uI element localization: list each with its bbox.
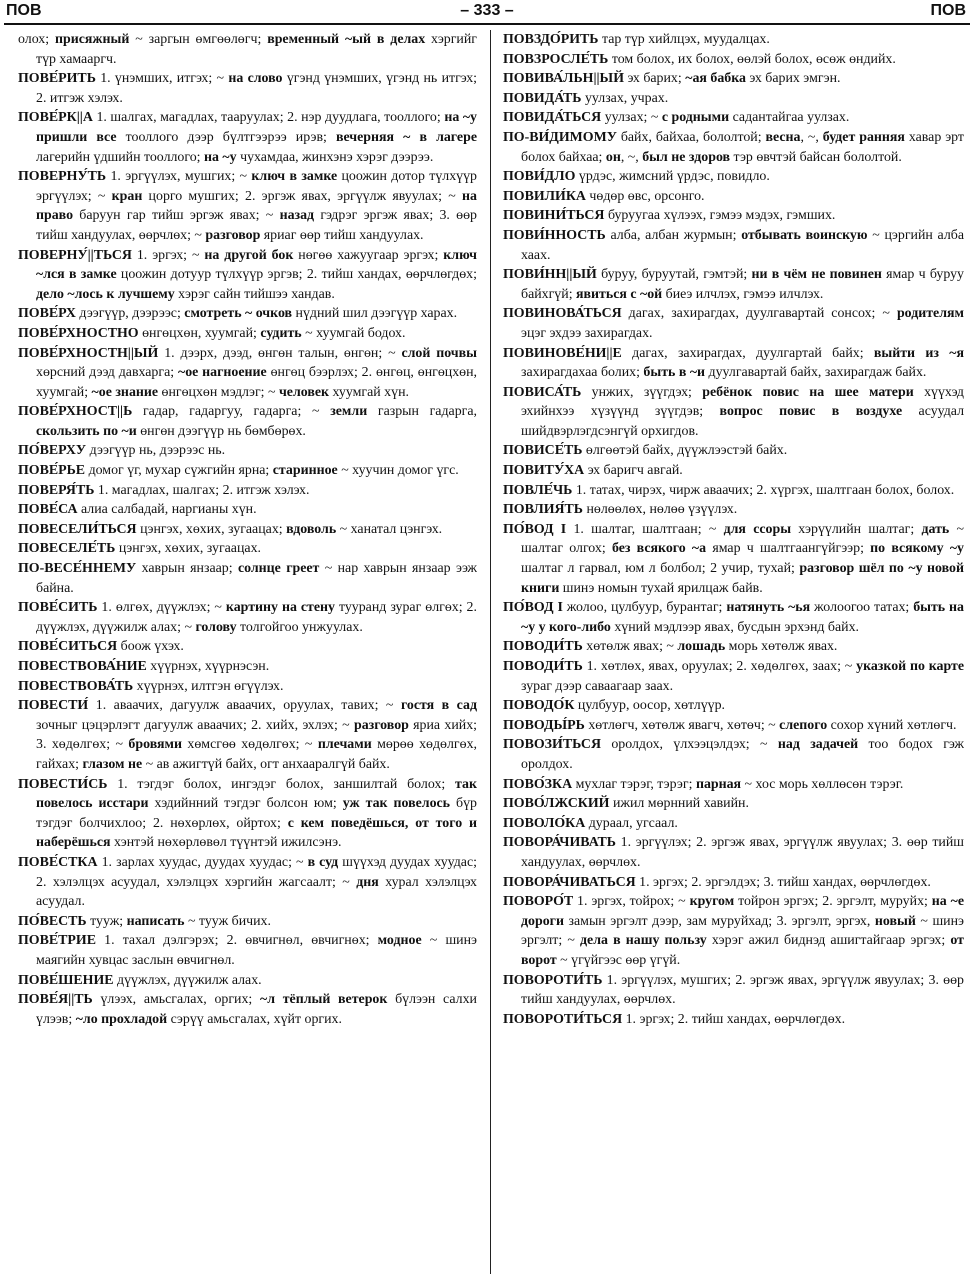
- entry-definition: алиа салбадай, наргианы хүн.: [81, 502, 257, 518]
- entry-definition: дүүжлэх, дүүжилж алах.: [117, 972, 262, 988]
- dictionary-entry: [503, 344, 964, 383]
- entry-definition: хүүрнэх, хүүрнэсэн.: [150, 659, 270, 674]
- dictionary-entry: [18, 696, 477, 774]
- entry-headword: ПОВЕ́СТКА: [18, 854, 98, 870]
- dictionary-entry: [18, 402, 477, 441]
- entry-definition: олох; присяжный ~ заргын өмгөөлөгч; временный ~ый в делах хэргийг түр хамааргч.: [18, 32, 477, 67]
- left-column: [18, 30, 477, 1274]
- dictionary-entry: [503, 873, 964, 893]
- entry-definition: 1. эргэх, тойрох; ~ кругом тойрон эргэх; 2. эргэлт, муруйх; на ~е дороги замын эргэлт дээр, зам муруйхад; 3. эргэлт, эргэх, новый ~ шинэ эргэлт; ~ дела в нашу пользу хэрэг ажил биднэд ашигтайгаар эргэх; от ворот ~ үгүйгээс өөр үгүй.: [521, 894, 964, 968]
- entry-definition: 1. шалтаг, шалтгаан; ~ для ссоры хэрүүлийн шалтаг; дать ~ шалтаг олгох; без всякого ~а ямар ч шалтгаангүйгээр; по всякому ~у шалтаг л гарвал, юм л болбол; 2 учир, тухай; разговор шёл по ~у новой книги шинэ номын тухай ярилцаж байв.: [521, 521, 964, 596]
- running-head-right: ПОВ: [930, 2, 966, 19]
- dictionary-entry: [503, 108, 964, 128]
- dictionary-entry: [18, 598, 477, 637]
- page-number: – 333 –: [460, 2, 514, 19]
- dictionary-entry: [18, 559, 477, 598]
- entry-definition: хаврын янзаар; солнце греет ~ нар хаврын янзаар ээж байна.: [36, 561, 477, 596]
- entry-definition: тууж; написать ~ тууж бичих.: [90, 913, 271, 929]
- entry-definition: чөдөр өвс, орсонго.: [589, 188, 705, 204]
- entry-definition: цулбуур, оосор, хөтлүүр.: [577, 698, 726, 714]
- entry-definition: 1. эргүүлэх; 2. эргэж явах, эргүүлж явуулах; 3. өөр тийш хандуулах, өөрчлөх.: [521, 835, 964, 870]
- dictionary-entry: [503, 814, 964, 834]
- entry-headword: ПОВОРА́ЧИВАТЬ: [503, 835, 616, 851]
- entry-headword: ПОВЕСЕЛИ́ТЬСЯ: [18, 521, 137, 537]
- entry-definition: том болох, их болох, өөлэй болох, өсөж өндийх.: [611, 51, 896, 67]
- entry-headword: ПОВОРА́ЧИВАТЬСЯ: [503, 874, 636, 890]
- entry-headword: ПОВИВА́ЛЬН||ЫЙ: [503, 71, 624, 87]
- entry-headword: ПОВИДА́ТЬ: [503, 90, 582, 106]
- entry-headword: ПОВЕ́ШЕНИЕ: [18, 972, 114, 988]
- entry-headword: ПОВЕ́РХНОСТНО: [18, 325, 139, 341]
- entry-definition: 1. эргэх; 2. тийш хандах, өөрчлөгдөх.: [625, 1011, 846, 1027]
- right-column: [503, 30, 964, 1274]
- entry-definition: ижил мөрнний хавийн.: [612, 796, 749, 812]
- entry-headword: ПОВЕ́СИТЬСЯ: [18, 639, 118, 655]
- entry-headword: ПОВЕ́СИТЬ: [18, 600, 98, 616]
- dictionary-entry: [503, 226, 964, 265]
- entry-definition: 1. татах, чирэх, чирж аваачих; 2. хүргэх, шалтгаан болох, болох.: [575, 482, 955, 498]
- entry-definition: 1. тахал дэлгэрэх; 2. өвчигнөл, өвчигнөх; модное ~ шинэ маягийн хувцас заслын өвчигнөл.: [36, 933, 477, 968]
- dictionary-entry: [503, 775, 964, 795]
- dictionary-entry: [503, 167, 964, 187]
- entry-definition: дагах, захирагдах, дуулгавартай сонсох; ~ родителям эцэг эхдээ захирагдах.: [521, 306, 964, 341]
- entry-definition: 1. магадлах, шалгах; 2. итгэж хэлэх.: [97, 482, 310, 498]
- entry-definition: дураал, угсаал.: [588, 815, 678, 831]
- entry-definition: 1. эргэх; 2. эргэлдэх; 3. тийш хандах, өөрчлөгдөх.: [639, 874, 931, 890]
- entry-definition: тар түр хийлцэх, муудалцах.: [601, 32, 770, 47]
- entry-headword: ПОВИ́НН||ЫЙ: [503, 267, 597, 283]
- entry-headword: ПОВЕ́РХНОСТН||ЫЙ: [18, 345, 159, 361]
- entry-definition: алба, албан журмын; отбывать воинскую ~ цэргийн алба хаах.: [521, 227, 964, 263]
- dictionary-entry: [503, 304, 964, 343]
- entry-headword: ПОВЛИЯ́ТЬ: [503, 502, 583, 518]
- entry-definition: 1. эргүүлэх, мушгих; ~ ключ в замке цоожин дотор түлхүүр эргүүлэх; ~ кран цорго мушгих; 2. эргэж явах, эргүүлж явуулах; ~ на право баруун гар тийш эргэж явах; ~ назад гэдрэг эргэж явах; 3. өөр тийш хандуулах, өөрчлөх; ~ разговор яриаг өөр тийш хандуулах.: [36, 169, 477, 243]
- entry-definition: дагах, захирагдах, дуулгартай байх; выйти из ~я захирагдахаа болих; быть в ~и дуулгавартай байх, захирагдаж байх.: [521, 345, 964, 381]
- entry-definition: нөлөөлөх, нөлөө үзүүлэх.: [586, 502, 738, 518]
- entry-definition: уулзах; ~ с родными садантайгаа уулзах.: [604, 110, 850, 126]
- entry-headword: ПОВИНОВА́ТЬСЯ: [503, 306, 622, 322]
- entry-definition: жолоо, цулбуур, бурантаг; натянуть ~ья жолоогоо татах; быть на ~у у кого-либо хүний мэдлээр явах, бусдын эрхэнд байх.: [521, 600, 964, 635]
- entry-headword: ПОВИТУ́ХА: [503, 463, 585, 479]
- dictionary-entry: [503, 265, 964, 304]
- dictionary-entry: [18, 657, 477, 677]
- entry-headword: ПО́ВОД I: [503, 521, 567, 537]
- dictionary-entry: [18, 30, 477, 69]
- entry-headword: ПОВЛЕ́ЧЬ: [503, 482, 573, 498]
- dictionary-entry: [503, 128, 964, 167]
- entry-headword: ПОВЕСТИ́: [18, 698, 89, 714]
- entry-definition: буруугаа хүлээх, гэмээ мэдэх, гэмших.: [607, 208, 836, 224]
- entry-headword: ПО́ВЕСТЬ: [18, 913, 87, 929]
- entry-definition: үлээх, амьсгалах, оргих; ~л тёплый ветерок бүлээн салхи үлээв; ~ло прохладой сэрүү амьсгалах, хүйт оргих.: [36, 992, 477, 1027]
- entry-definition: 1. эргэх; ~ на другой бок нөгөө хажуугаар эргэх; ключ ~лся в замке цоожин дотуур түлхүүр эргэв; 2. тийш хандах, өөрчлөгдөх; дело ~лось к лучшему хэрэг сайн тийшээ хандав.: [36, 247, 477, 302]
- dictionary-entry: [18, 481, 477, 501]
- dictionary-entry: [503, 50, 964, 70]
- entry-headword: ПОВЕ́СА: [18, 502, 78, 518]
- entry-headword: ПОВОЛО́КА: [503, 815, 586, 831]
- entry-definition: мухлаг тэрэг, тэрэг; парная ~ хос морь хөллөсөн тэрэг.: [575, 776, 904, 792]
- dictionary-entry: [503, 441, 964, 461]
- dictionary-entry: [503, 892, 964, 970]
- entry-headword: ПОВИСЕ́ТЬ: [503, 443, 583, 459]
- dictionary-entry: [503, 637, 964, 657]
- entry-headword: ПОВЕСТИ́СЬ: [18, 776, 108, 792]
- dictionary-entry: [503, 520, 964, 598]
- entry-headword: ПОВОДИ́ТЬ: [503, 659, 583, 674]
- dictionary-entry: [503, 481, 964, 501]
- entry-definition: 1. шалгах, магадлах, тааруулах; 2. нэр дуудлага, тооллого; на ~у пришли все тооллого дээр бүлтгээрээ ирэв; вечерняя ~ в лагере лагерийн үдшийн тооллого; на ~у чухамдаа, жинхэнэ хэрэг дээрээ.: [36, 110, 477, 165]
- dictionary-entry: [503, 30, 964, 50]
- entry-headword: ПОВЕСТВОВА́ТЬ: [18, 678, 134, 694]
- dictionary-entry: [503, 657, 964, 696]
- entry-definition: дээгүүр, дээрээс; смотреть ~ очков нүдний шил дээгүүр харах.: [79, 306, 458, 322]
- entry-definition: 1. дээрх, дээд, өнгөн талын, өнгөн; ~ слой почвы хөрсний дээд давхарга; ~ое нагноение өнгөц бээрлэх; 2. өнгөц, өнгөцхөн, хуумгай; ~ое знание өнгөцхөн мэдлэг; ~ человек хуумгай хүн.: [36, 345, 477, 400]
- entry-headword: ПОВЕ́РЬЕ: [18, 463, 86, 479]
- dictionary-entry: [503, 696, 964, 716]
- entry-definition: уулзах, учрах.: [584, 90, 669, 106]
- dictionary-entry: [18, 637, 477, 657]
- page-header: [0, 0, 974, 22]
- entry-headword: ПОВЕ́Я||ТЬ: [18, 992, 93, 1008]
- entry-headword: ПОВИНИ́ТЬСЯ: [503, 208, 605, 224]
- entry-headword: ПОВОДО́К: [503, 698, 575, 714]
- entry-definition: хөтөлж явах; ~ лошадь морь хөтөлж явах.: [586, 639, 838, 655]
- dictionary-entry: [18, 461, 477, 481]
- entry-definition: боож үхэх.: [120, 639, 184, 655]
- dictionary-entry: [503, 1010, 964, 1030]
- entry-definition: эх барих; ~ая бабка эх барих эмгэн.: [627, 71, 841, 87]
- entry-definition: хүүрнэх, илтгэн өгүүлэх.: [136, 678, 284, 694]
- entry-headword: ПОВЕ́РИТЬ: [18, 71, 96, 87]
- dictionary-entry: [18, 500, 477, 520]
- dictionary-entry: [503, 716, 964, 736]
- dictionary-entry: [18, 324, 477, 344]
- entry-definition: 1. тэгдэг болох, ингэдэг болох, заншилтай болох; так повелось исстари хэдийнний тэгдэг болсон юм; уж так повелось бүр тэгдэг болчихлоо; 2. нөхөрлөх, ойртох; с кем поведёшься, от того и наберёшься хэнтэй нөхөрлөвөл түүнтэй ижилсэнэ.: [36, 776, 477, 851]
- entry-headword: ПОВИ́ДЛО: [503, 169, 576, 185]
- entry-headword: ПОВИСА́ТЬ: [503, 384, 582, 400]
- entry-headword: ПОВЗРОСЛЕ́ТЬ: [503, 51, 609, 67]
- entry-headword: ПОВЕ́РХ: [18, 306, 76, 322]
- entry-definition: 1. зарлах хуудас, дуудах хуудас; ~ в суд шүүхэд дуудах хуудас; 2. хэлэлцэх асуудал, хэлэлцэх хэргийн жагсаалт; ~ дня хурал хэлэлцэх асуудал.: [36, 854, 477, 910]
- entry-headword: ПО́ВОД I: [503, 600, 563, 616]
- entry-headword: ПОВОДЫ́РЬ: [503, 717, 585, 733]
- entry-definition: 1. эргүүлэх, мушгих; 2. эргэж явах, эргүүлж явуулах; 3. өөр тийш хандуулах, өөрчлөх.: [521, 972, 964, 1008]
- entry-headword: ПО́ВЕРХУ: [18, 443, 87, 459]
- entry-definition: 1. үнэмших, итгэх; ~ на слово үгэнд үнэмших, үгэнд нь итгэх; 2. итгэж хэлэх.: [36, 71, 477, 106]
- dictionary-entry: [18, 167, 477, 245]
- entry-definition: хөтлөгч, хөтөлж явагч, хөтөч; ~ слепого сохор хүний хөтлөгч.: [588, 717, 957, 733]
- entry-headword: ПО-ВИ́ДИМОМУ: [503, 129, 617, 145]
- dictionary-entry: [18, 912, 477, 932]
- entry-definition: домог үг, мухар сүжгийн ярна; старинное ~ хуучин домог үгс.: [88, 463, 459, 479]
- entry-definition: өлгөөтэй байх, дүүжлээстэй байх.: [585, 443, 788, 459]
- entry-headword: ПОВЕРНУ́ТЬ: [18, 169, 107, 185]
- entry-headword: ПОВИЛИ́КА: [503, 188, 586, 204]
- dictionary-entry: [503, 794, 964, 814]
- dictionary-entry: [18, 246, 477, 305]
- entry-headword: ПОВЕ́РК||А: [18, 110, 93, 126]
- entry-headword: ПО-ВЕСЕ́ННЕМУ: [18, 561, 137, 577]
- entry-definition: цэнгэх, хөхих, зугаацах; вдоволь ~ ханатал цэнгэх.: [140, 521, 443, 537]
- dictionary-entry: [503, 187, 964, 207]
- entry-definition: үрдэс, жимсний үрдэс, повидло.: [578, 169, 770, 185]
- entry-headword: ПОВЕРЯ́ТЬ: [18, 482, 95, 498]
- dictionary-entry: [18, 931, 477, 970]
- running-head-left: ПОВ: [6, 2, 42, 19]
- column-divider: [490, 30, 491, 1274]
- dictionary-entry: [18, 990, 477, 1029]
- entry-definition: эх баригч авгай.: [587, 463, 683, 479]
- entry-definition: 1. хөтлөх, явах, оруулах; 2. хөдөлгөх, заах; ~ указкой по карте зураг дээр саваагаар заах.: [521, 659, 964, 694]
- dictionary-entry: [503, 89, 964, 109]
- entry-headword: ПОВЕРНУ́||ТЬСЯ: [18, 247, 132, 263]
- entry-headword: ПОВЕ́РХНОСТ||Ь: [18, 404, 133, 420]
- dictionary-entry: [503, 69, 964, 89]
- entry-headword: ПОВЕСТВОВА́НИЕ: [18, 659, 147, 674]
- entry-definition: гадар, гадаргуу, гадарга; ~ земли газрын гадарга, скользить по ~и өнгөн дээгүүр нь бөмбөрөх.: [36, 404, 477, 439]
- entry-headword: ПОВИДА́ТЬСЯ: [503, 110, 602, 126]
- entry-definition: байх, байхаа, бололтой; весна, ~, будет ранняя хавар эрт болох байхаа; он, ~, был не здоров тэр өвчтэй байсан бололтой.: [521, 129, 964, 165]
- entry-definition: дээгүүр нь, дээрээс нь.: [89, 443, 226, 459]
- dictionary-entry: [18, 69, 477, 108]
- dictionary-entry: [503, 461, 964, 481]
- dictionary-entry: [18, 441, 477, 461]
- header-rule: [4, 23, 970, 25]
- entry-headword: ПОВОЗИ́ТЬСЯ: [503, 737, 601, 753]
- dictionary-entry: [18, 775, 477, 853]
- entry-headword: ПОВИНОВЕ́НИ||Е: [503, 345, 622, 361]
- dictionary-entry: [18, 108, 477, 167]
- dictionary-entry: [503, 500, 964, 520]
- dictionary-entry: [18, 344, 477, 403]
- entry-headword: ПОВОРО́Т: [503, 894, 574, 910]
- dictionary-entry: [503, 598, 964, 637]
- entry-headword: ПОВЗДО́РИТЬ: [503, 32, 599, 47]
- entry-headword: ПОВЕСЕЛЕ́ТЬ: [18, 541, 116, 557]
- entry-definition: цэнгэх, хөхих, зугаацах.: [118, 541, 261, 557]
- dictionary-entry: [18, 853, 477, 912]
- dictionary-entry: [18, 539, 477, 559]
- entry-definition: оролдох, үлхээцэлдэх; ~ над задачей тоо бодох гэж оролдох.: [521, 737, 964, 772]
- entry-definition: буруу, буруутай, гэмтэй; ни в чём не повинен ямар ч буруу байхгүй; явиться с ~ой биеэ илчлэх, гэмээ илчлэх.: [521, 267, 964, 302]
- dictionary-entry: [18, 677, 477, 697]
- entry-headword: ПОВОРОТИ́ТЬСЯ: [503, 1011, 623, 1027]
- dictionary-entry: [503, 206, 964, 226]
- entry-definition: өнгөцхөн, хуумгай; судить ~ хуумгай бодох.: [142, 325, 406, 341]
- dictionary-entry: [18, 304, 477, 324]
- dictionary-entry: [503, 735, 964, 774]
- entry-headword: ПОВО́ЗКА: [503, 776, 573, 792]
- dictionary-entry: [18, 520, 477, 540]
- dictionary-entry: [503, 971, 964, 1010]
- entry-definition: 1. аваачих, дагуулж аваачих, оруулах, тавих; ~ гостя в сад зочныг цэцэрлэгт дагуулж аваачих; 2. хийх, эхлэх; ~ разговор яриа хийх; 3. хөдөлгөх; ~ бровями хөмсгөө хөдөлгөх; ~ плечами мөрөө хөдөлгөх, гайхах; глазом не ~ ав ажигтүй байх, огт анхааралгүй байх.: [36, 698, 477, 772]
- entry-headword: ПОВОРОТИ́ТЬ: [503, 972, 603, 988]
- dictionary-entry: [503, 833, 964, 872]
- entry-definition: унжих, зүүгдэх; ребёнок повис на шее матери хүүхэд эхийнхээ хүзүүнд зүүгдэв; вопрос повис в воздухе асуудал шийдвэрлэгдсэнгүй орхигдов.: [521, 384, 964, 439]
- entry-headword: ПОВО́ЛЖСКИЙ: [503, 796, 610, 812]
- entry-headword: ПОВИ́ННОСТЬ: [503, 227, 606, 243]
- entry-headword: ПОВОДИ́ТЬ: [503, 639, 583, 655]
- entry-headword: ПОВЕ́ТРИЕ: [18, 933, 96, 949]
- dictionary-entry: [503, 383, 964, 442]
- dictionary-entry: [18, 971, 477, 991]
- entry-definition: 1. өлгөх, дүүжлэх; ~ картину на стену тууранд зураг өлгөх; 2. дүүжлэх, дүүжилж алах; ~ голову толгойгоо унжуулах.: [36, 600, 477, 635]
